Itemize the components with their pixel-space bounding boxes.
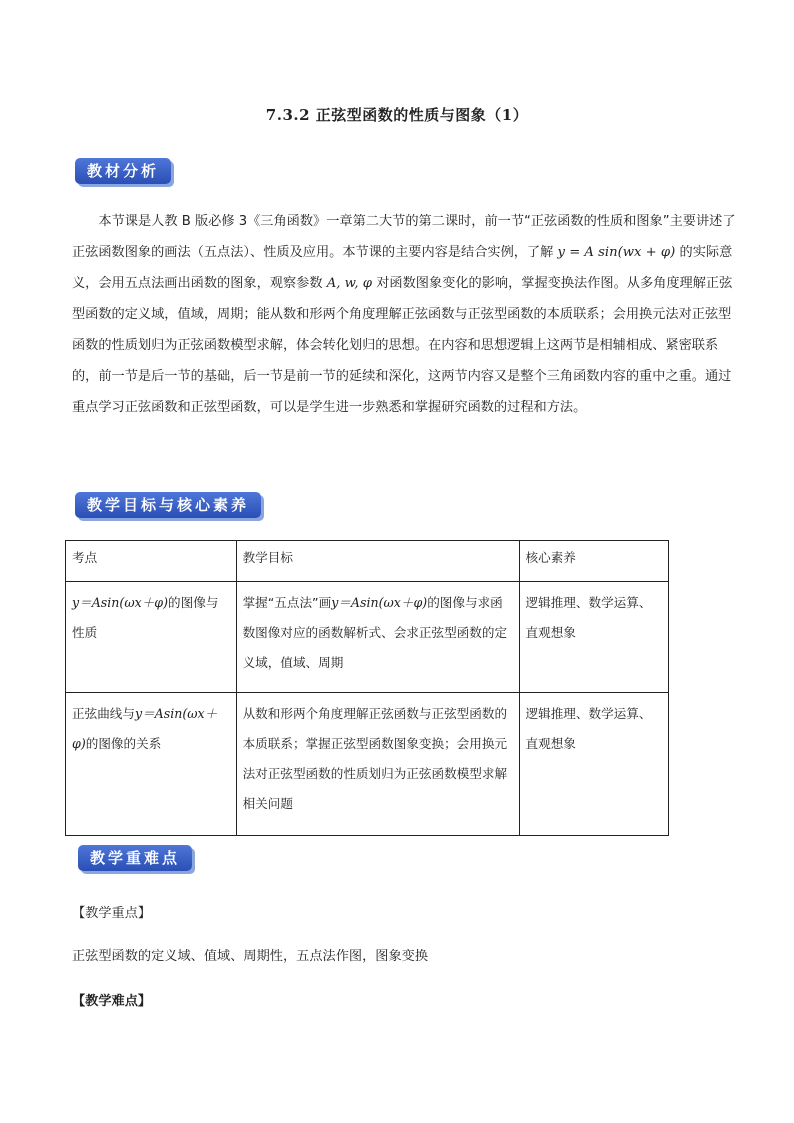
cell-text: 掌握“五点法”画 [242, 595, 332, 610]
table-cell-literacy: 逻辑推理、数学运算、直观想象 [519, 582, 669, 693]
formula-inline: y＝Asin(ωx＋φ) [72, 706, 218, 751]
key-content: 正弦型函数的定义域、值域、周期性，五点法作图，图象变换 [72, 949, 429, 964]
table-cell-keypoint [66, 582, 237, 693]
section-badge-keypoints: 教学重难点 [78, 845, 192, 871]
table-cell-goal [236, 582, 519, 693]
table-header-row [66, 541, 669, 582]
cell-text: 的图像与求函数图像对应的函数解析式、会求正弦型函数的定义域，值域、周期 [242, 595, 508, 670]
table-cell-literacy: 逻辑推理、数学运算、直观想象 [519, 693, 669, 836]
section-badge-objectives: 教学目标与核心素养 [75, 492, 261, 518]
section-badge-analysis: 教材分析 [75, 158, 171, 184]
params-inline: A, w, φ [326, 276, 373, 291]
formula-inline: y＝Asin(ωx＋φ) [331, 595, 428, 610]
page-title: 7.3.2 正弦型函数的性质与图象（1） [265, 106, 529, 124]
analysis-text-1: 本节课是人教 B 版必修 3《三角函数》一章第二大节的第二课时，前一节“正弦函数的性质和图象”主要讲述了正弦函数图象的画法（五点法）、性质及应用。本节课的主要内容是结合实例，了解 [72, 214, 736, 260]
analysis-paragraph [72, 206, 744, 423]
table-header-cell: 核心素养 [519, 541, 669, 582]
difficult-heading: 【教学难点】 [72, 994, 152, 1009]
objectives-table [65, 540, 669, 836]
table-cell-keypoint [66, 693, 237, 836]
table-header-cell: 教学目标 [236, 541, 519, 582]
key-heading: 【教学重点】 [72, 906, 152, 921]
analysis-text-3: 对函数图象变化的影响，掌握变换法作图。从多角度理解正弦型函数的定义域，值域，周期；能从数和形两个角度理解正弦函数与正弦型函数的本质联系；会用换元法对正弦型函数的性质划归为正弦函数模型求解，体会转化划归的思想。在内容和思想逻辑上这两节是相辅相成、紧密联系的，前一节是后一节的基础，后一节是前一节的延续和深化，这两节内容又是整个三角函数内容的重中之重。通过重点学习正弦函数和正弦型函数，可以是学生进一步熟悉和掌握研究函数的过程和方法。 [72, 276, 733, 415]
cell-text: 的图像的关系 [85, 736, 162, 751]
analysis-text-2: 的实际意义，会用五点法画出函数的图象，观察参数 [72, 245, 733, 291]
cell-text: 的图像与性质 [72, 595, 219, 640]
table-row [66, 693, 669, 836]
table-cell-goal: 从数和形两个角度理解正弦函数与正弦型函数的本质联系；掌握正弦型函数图象变换；会用换元法对正弦型函数的性质划归为正弦函数模型求解相关问题 [236, 693, 519, 836]
table-header-cell: 考点 [66, 541, 237, 582]
formula-inline: y＝Asin(ωx＋φ) [72, 595, 169, 610]
formula-inline: y = A sin(wx + φ) [557, 245, 676, 260]
cell-text: 正弦曲线与 [72, 706, 135, 721]
table-row [66, 582, 669, 693]
